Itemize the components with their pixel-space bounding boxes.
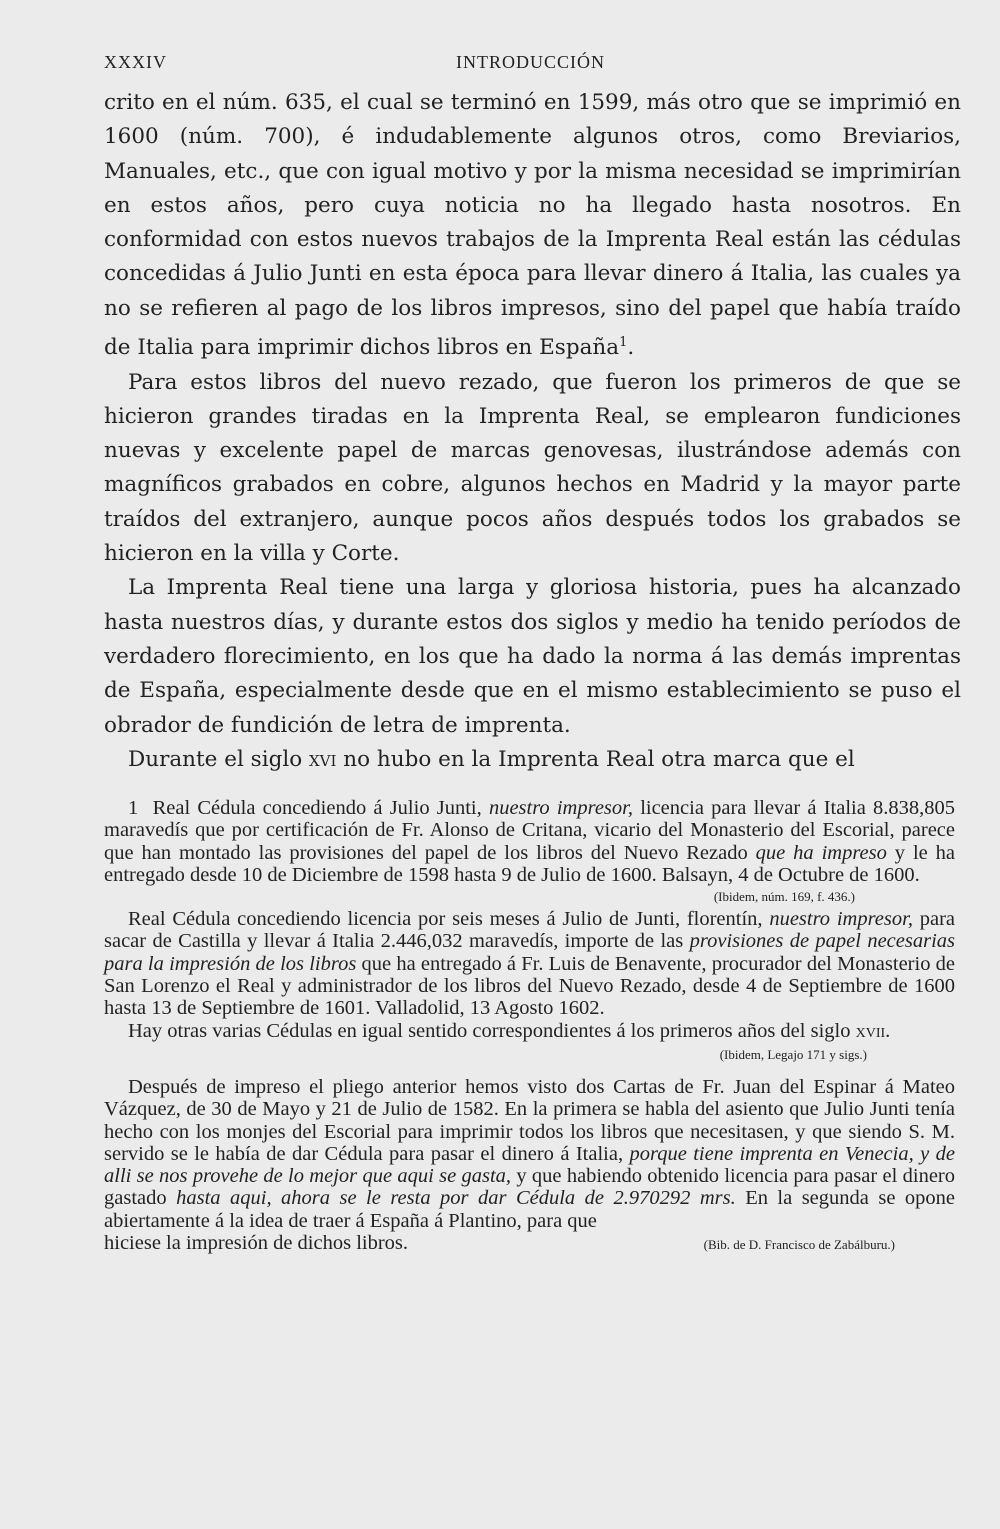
addendum-text-a: Después de impreso el pliego anterior hemos visto dos Cartas de Fr. Juan del Espinar á Mateo Vázquez, de 30 de Mayo y 21 de Julio de 1582. En la primera se habla del asiento que Julio Junti tenía hecho con los monjes del Escorial para imprimir todos los libros que necesitasen, y que siendo S. M. servido se le había de dar Cédula para pasar el dinero á Italia, [104,1075,955,1165]
main-text [104,86,961,777]
footnote-2-text-a: Real Cédula concediendo licencia por seis meses á Julio de Junti, florentín, [128,908,763,931]
footnote-1-italic-b: que ha impreso [755,841,887,864]
footnote-1-text-a: Real Cédula concediendo á Julio Junti, [152,797,482,819]
paragraph-1 [104,86,961,366]
footnote-1-text-b: licencia para llevar á Italia 8.838,805 maravedís que por certificación de Fr. Alonso de Critana, vicario del Monasterio del Escorial, parece que han montado las provisiones del papel de los libros del Nuevo Rezado [104,797,956,864]
footnote-number: 1 [128,797,139,819]
paragraph-5 [104,743,961,777]
footnotes [104,797,955,1256]
addendum-note [104,1076,955,1232]
footnote-2-text-b: para sacar de Castilla y llevar á Italia 2.446,032 maravedís, importe de las [104,908,955,953]
paragraph-5-end: no hubo en la Imprenta Real otra marca que el [343,746,855,772]
spacer [104,1066,955,1076]
addendum-last-line [104,1232,955,1256]
footnote-3 [104,1020,955,1042]
footnote-2 [104,908,955,1019]
addendum-italic-b: hasta aqui, ahora se le resta por dar Cédula de 2.970292 mrs. [176,1187,736,1210]
footnote-1-citation: (Ibidem, núm. 169, f. 436.) [713,889,855,905]
footnote-2-text-c: que ha entregado á Fr. Luis de Benavente, procurador del Monasterio de San Lorenzo el Real y administrador de los libros del Nuevo Rezado, desde 4 de Septiembre de 1600 hasta 13 de Septiembre de 1601. Valladolid, 13 Agosto 1602. [104,952,956,1020]
paragraph-4: La Imprenta Real tiene una larga y gloriosa historia, pues ha alcanzado hasta nuestros días, y durante estos dos siglos y medio ha tenido períodos de verdadero florecimiento, en los que ha dado la norma á las demás imprentas de España, especialmente desde que en el mismo establecimiento se puso el obrador de fundición de letra de imprenta. [104,575,961,738]
footnote-1 [104,797,955,886]
paragraph-5-start: Durante el siglo [128,746,303,772]
paragraph-1-text: crito en el núm. 635, el cual se terminó en 1599, más otro que se imprimió en 1600 (núm. 700), é indudablemente algunos otros, como Breviarios, Manuales, etc., que con igual motivo y por la misma necesidad se imprimirían en estos años, pero cuya noticia no ha llegado hasta nosotros. [104,90,961,218]
addendum-text-d: hiciese la impresión de dichos libros. [104,1232,409,1255]
footnote-1-text-c: y le ha entregado desde 10 de Diciembre de 1598 hasta 9 de Julio de 1600. Balsayn, 4 de Octubre de 1600. [104,841,956,886]
addendum-text-b: y que habiendo obtenido licencia para pasar el dinero gastado [104,1165,955,1210]
addendum-citation: (Bib. de D. Francisco de Zabálburu.) [703,1237,895,1253]
addendum-text-c: En la segunda se opone abiertamente á la idea de traer á España á Plantino, para que [104,1187,956,1232]
footnote-reference: 1 [619,335,628,351]
century-numeral: xvi [309,746,337,772]
page-number: XXXIV [104,52,167,72]
footnote-3-text: Hay otras varias Cédulas en igual sentido correspondientes á los primeros años del siglo [128,1019,851,1042]
running-head [104,52,959,76]
paragraph-2-text: En conformidad con estos nuevos trabajos de la Imprenta Real están las cédulas concedidas á Julio Junti en esta época para llevar dinero á Italia, las cuales ya no se refieren al pago de los libros impresos, sino del papel que había traído de Italia para imprimir dichos libros en España [104,192,961,361]
footnote-2-italic-a: nuestro impresor, [769,908,913,931]
addendum-italic-a: porque tiene imprenta en Venecia, y de alli se nos provehe de lo mejor que aqui se gasta, [104,1142,955,1188]
century-numeral: xvii [855,1019,886,1042]
footnote-3-end: . [885,1019,891,1042]
footnote-3-citation: (Ibidem, Legajo 171 y sigs.) [719,1046,867,1062]
footnote-2-italic-b: provisiones de papel necesarias para la impresión de los libros [104,930,955,975]
paragraph-2-end: . [627,335,635,361]
paragraph-3: Para estos libros del nuevo rezado, que fueron los primeros de que se hicieron grandes tiradas en la Imprenta Real, se emplearon fundiciones nuevas y excelente papel de marcas genovesas, ilustrándose además con magníficos grabados en cobre, algunos hechos en Madrid y la mayor parte traídos del extranjero, aunque pocos años después todos los grabados se hicieron en la villa y Corte. [104,369,961,567]
footnote-1-italic-a: nuestro impresor, [488,797,633,819]
running-title: INTRODUCCIÓN [456,52,605,72]
